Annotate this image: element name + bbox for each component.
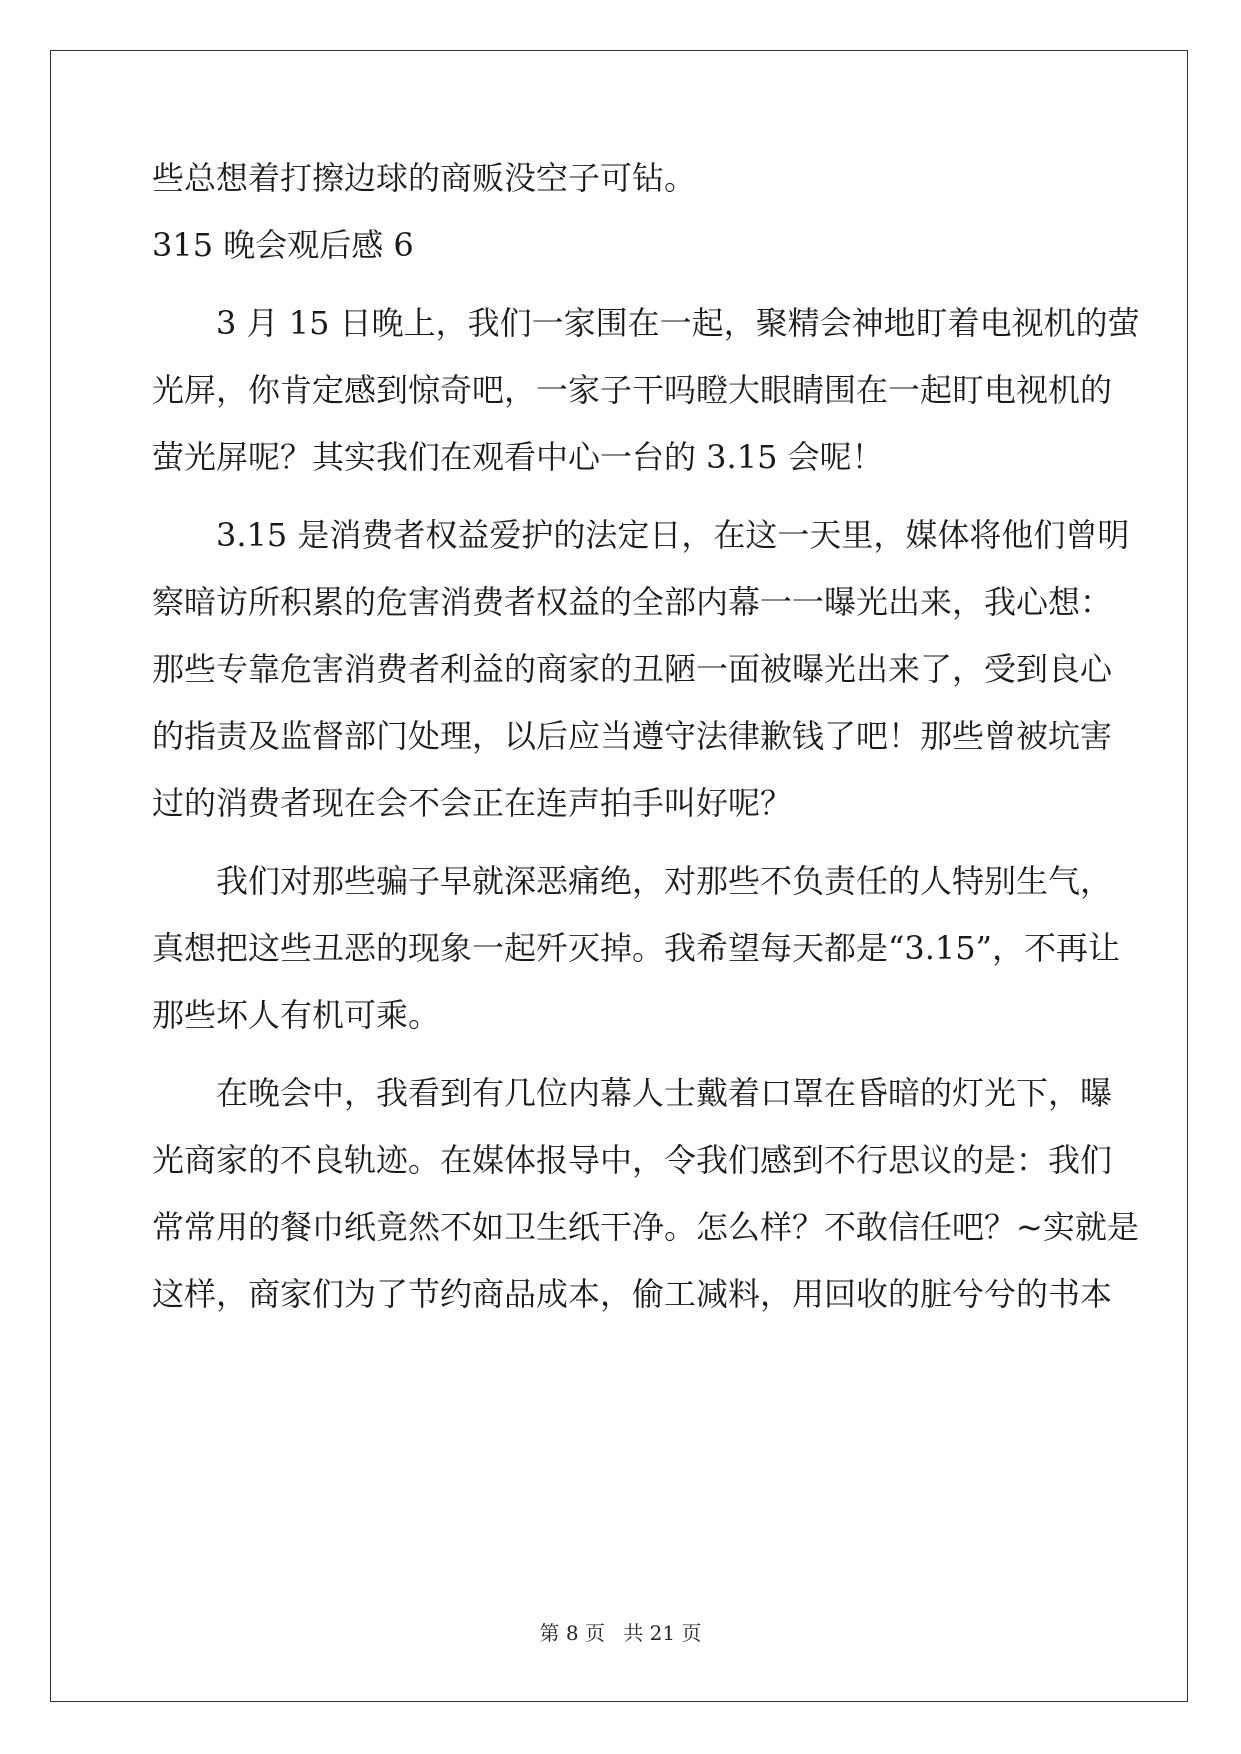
text-line: 3 月 15 日晚上，我们一家围在一起，聚精会神地盯着电视机的萤	[216, 304, 1140, 342]
text-line: 那些专靠危害消费者利益的商家的丑陋一面被曝光出来了，受到良心	[152, 650, 1113, 688]
text-line: 过的消费者现在会不会正在连声拍手叫好呢？	[152, 784, 793, 822]
text-line: 光商家的不良轨迹。在媒体报导中，令我们感到不行思议的是：我们	[152, 1141, 1113, 1179]
text-line: 常常用的餐巾纸竟然不如卫生纸干净。怎么样？不敢信任吧？~实就是	[152, 1208, 1139, 1246]
text-line: 这样，商家们为了节约商品成本，偷工减料，用回收的脏兮兮的书本	[152, 1275, 1113, 1313]
section-heading: 315 晚会观后感 6	[152, 226, 414, 264]
text-line: 那些坏人有机可乘。	[152, 996, 441, 1034]
text-line: 些总想着打擦边球的商贩没空子可钻。	[152, 159, 697, 197]
text-line: 光屏，你肯定感到惊奇吧，一家子干吗瞪大眼睛围在一起盯电视机的	[152, 371, 1113, 409]
text-line: 萤光屏呢？其实我们在观看中心一台的 3.15 会呢！	[152, 438, 884, 476]
text-line: 察暗访所积累的危害消费者权益的全部内幕一一曝光出来，我心想：	[152, 583, 1113, 621]
text-line: 3.15 是消费者权益爱护的法定日，在这一天里，媒体将他们曾明	[216, 516, 1130, 554]
page-footer	[0, 1620, 1241, 1646]
text-line: 在晚会中，我看到有几位内幕人士戴着口罩在昏暗的灯光下，曝	[216, 1074, 1113, 1112]
page-total: 共 21 页	[623, 1621, 702, 1645]
page-number: 第 8 页	[539, 1621, 605, 1645]
text-line: 的指责及监督部门处理，以后应当遵守法律歉钱了吧！那些曾被坑害	[152, 717, 1113, 755]
text-line: 我们对那些骗子早就深恶痛绝，对那些不负责任的人特别生气，	[216, 862, 1113, 900]
text-line: 真想把这些丑恶的现象一起歼灭掉。我希望每天都是“3.15”，不再让	[152, 929, 1120, 967]
